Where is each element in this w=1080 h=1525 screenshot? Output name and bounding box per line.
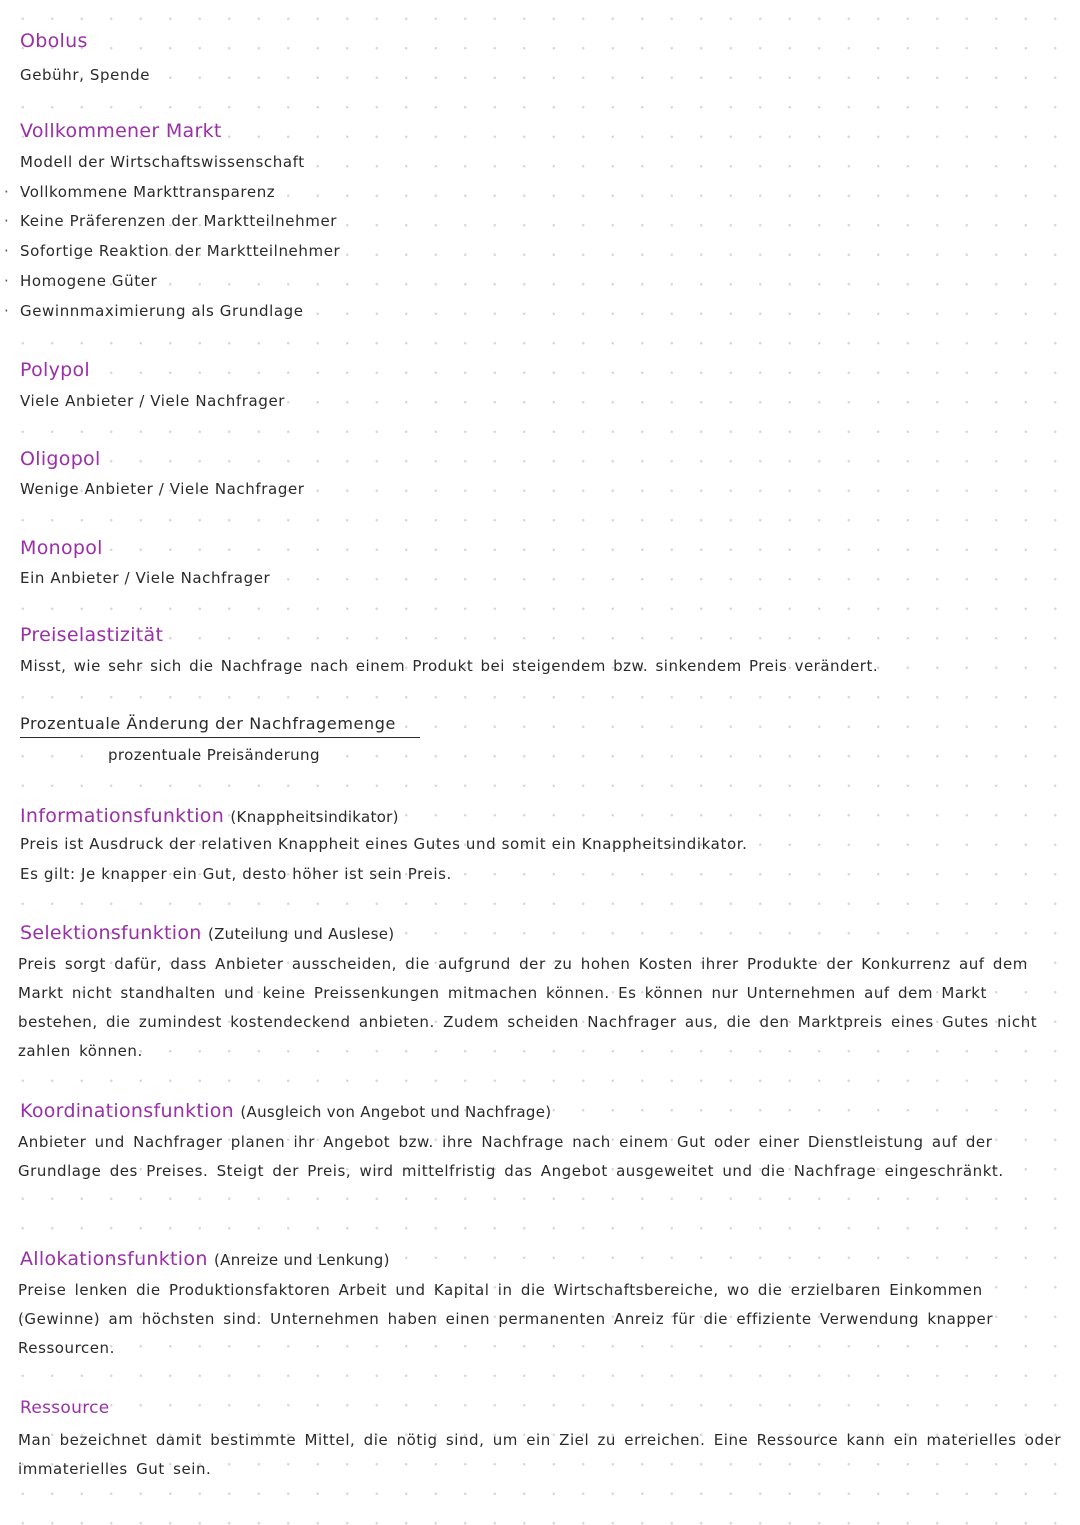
- koordinationsfunktion-title: Koordinationsfunktion: [20, 1100, 235, 1122]
- monopol-title: Monopol: [20, 537, 103, 559]
- monopol-definition: Ein Anbieter / Viele Nachfrager: [20, 569, 271, 587]
- informationsfunktion-subtitle: (Knappheitsindikator): [230, 808, 399, 826]
- vollkommener-markt-bullet: · Homogene Güter: [20, 272, 157, 290]
- vollkommener-markt-bullet: · Vollkommene Markttransparenz: [20, 183, 275, 201]
- koordinationsfunktion-subtitle: (Ausgleich von Angebot und Nachfrage): [240, 1103, 552, 1121]
- elasticity-formula-denominator: prozentuale Preisänderung: [108, 746, 320, 764]
- koordinationsfunktion-heading: [20, 1100, 551, 1122]
- obolus-definition: Gebühr, Spende: [20, 66, 151, 84]
- vollkommener-markt-intro: Modell der Wirtschaftswissenschaft: [20, 153, 305, 171]
- oligopol-definition: Wenige Anbieter / Viele Nachfrager: [20, 480, 305, 498]
- ressource-text: Man bezeichnet damit bestimmte Mittel, die nötig sind, um ein Ziel zu erreichen. Eine Ressource kann ein materielles oder immaterielles Gut sein.: [18, 1431, 1062, 1478]
- selektionsfunktion-title: Selektionsfunktion: [20, 922, 202, 944]
- informationsfunktion-line: Es gilt: Je knapper ein Gut, desto höher ist sein Preis.: [20, 865, 452, 883]
- selektionsfunktion-subtitle: (Zuteilung und Auslese): [207, 925, 395, 943]
- preiselastizitaet-definition: Misst, wie sehr sich die Nachfrage nach einem Produkt bei steigendem bzw. sinkendem Preis verändert.: [20, 657, 879, 675]
- allokationsfunktion-heading: [20, 1248, 390, 1270]
- vollkommener-markt-title: Vollkommener Markt: [20, 120, 222, 142]
- selektionsfunktion-heading: [20, 922, 394, 944]
- polypol-definition: Viele Anbieter / Viele Nachfrager: [20, 392, 286, 410]
- ressource-title: Ressource: [20, 1398, 110, 1418]
- vollkommener-markt-bullet: · Gewinnmaximierung als Grundlage: [20, 302, 304, 320]
- obolus-title: Obolus: [20, 30, 88, 52]
- oligopol-title: Oligopol: [20, 448, 101, 470]
- vollkommener-markt-bullet: · Keine Präferenzen der Marktteilnehmer: [20, 212, 337, 230]
- polypol-title: Polypol: [20, 359, 90, 381]
- vollkommener-markt-bullet: · Sofortige Reaktion der Marktteilnehmer: [20, 242, 340, 260]
- koordinationsfunktion-text: Anbieter und Nachfrager planen ihr Angebot bzw. ihre Nachfrage nach einem Gut oder einer Dienstleistung auf der Grundlage des Preises. Steigt der Preis, wird mittelfristig das Angebot ausgeweitet und die Nachfrage eingeschränkt.: [18, 1133, 1004, 1180]
- elasticity-formula-numerator: Prozentuale Änderung der Nachfragemenge: [20, 714, 420, 738]
- allokationsfunktion-subtitle: (Anreize und Lenkung): [214, 1251, 390, 1269]
- allokationsfunktion-title: Allokationsfunktion: [20, 1248, 208, 1270]
- preiselastizitaet-title: Preiselastizität: [20, 624, 164, 646]
- informationsfunktion-title: Informationsfunktion: [20, 805, 225, 827]
- selektionsfunktion-text: Preis sorgt dafür, dass Anbieter ausscheiden, die aufgrund der zu hohen Kosten ihrer Produkte der Konkurrenz auf dem Markt nicht standhalten und keine Preissenkungen mitmachen können. Es können nur Unternehmen auf dem Markt bestehen, die zumindest kostendeckend anbieten. Zudem scheiden Nachfrager aus, die den Marktpreis eines Gutes nicht zahlen können.: [18, 955, 1038, 1060]
- informationsfunktion-line: Preis ist Ausdruck der relativen Knappheit eines Gutes und somit ein Knappheitsindikator.: [20, 835, 748, 853]
- informationsfunktion-heading: [20, 805, 399, 827]
- allokationsfunktion-text: Preise lenken die Produktionsfaktoren Arbeit und Kapital in die Wirtschaftsbereiche, wo die erzielbaren Einkommen (Gewinne) am höchsten sind. Unternehmen haben einen permanenten Anreiz für die effiziente Verwendung knapper Ressourcen.: [18, 1281, 994, 1357]
